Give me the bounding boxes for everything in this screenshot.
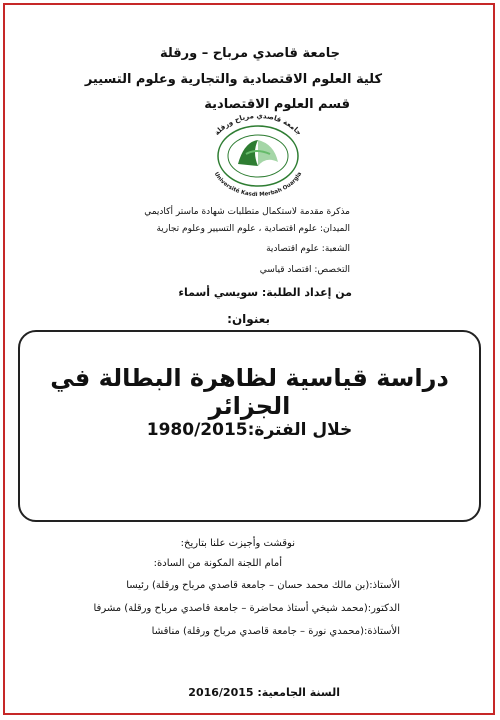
specialty-line: التخصص: اقتصاد قياسي bbox=[259, 265, 350, 275]
logo-ring-top-text: جامعة قاصدي مرباح ورقلة bbox=[212, 112, 304, 137]
committee-member-president: الأستاذ:(بن مالك محمد حسان – جامعة قاصدي مرباح ورقلة) رئيسا bbox=[126, 580, 400, 591]
academic-year: السنة الجامعية: 2016/2015 bbox=[188, 686, 340, 699]
department-name: قسم العلوم الاقتصادية bbox=[204, 97, 350, 112]
committee-member-examiner: الأستاذة:(محمدي نورة – جامعة قاصدي مرباح ورقلة) مناقشا bbox=[151, 626, 400, 637]
title-label: بعنوان: bbox=[227, 312, 270, 326]
defense-date-line: نوقشت وأجيزت علنا بتاريخ: bbox=[180, 538, 295, 549]
branch-line: الشعبة: علوم اقتصادية bbox=[266, 244, 350, 254]
prepared-by-line: من إعداد الطلبة: سويسي أسماء bbox=[178, 286, 352, 299]
logo-ring-bottom-text: Université Kasdi Merbah Ouargla bbox=[212, 171, 304, 196]
university-logo bbox=[196, 112, 320, 196]
committee-member-supervisor: الدكتور:(محمد شيخي أستاذ محاضرة – جامعة قاصدي مرباح ورقلة) مشرفا bbox=[93, 603, 400, 614]
faculty-name: كلية العلوم الاقتصادية والتجارية وعلوم التسيير bbox=[84, 72, 382, 87]
thesis-title: دراسة قياسية لظاهرة البطالة في الجزائر bbox=[50, 364, 449, 420]
field-line: الميدان: علوم اقتصادية ، علوم التسيير وعلوم تجارية bbox=[156, 224, 350, 234]
memo-description: مذكرة مقدمة لاستكمال متطلبات شهادة ماستر أكاديمي bbox=[144, 207, 350, 217]
committee-line: أمام اللجنة المكونة من السادة: bbox=[153, 558, 282, 569]
study-period: خلال الفترة:1980/2015 bbox=[146, 420, 353, 440]
university-name: جامعة قاصدي مرباح – ورقلة bbox=[159, 46, 340, 61]
title-box bbox=[18, 330, 481, 522]
